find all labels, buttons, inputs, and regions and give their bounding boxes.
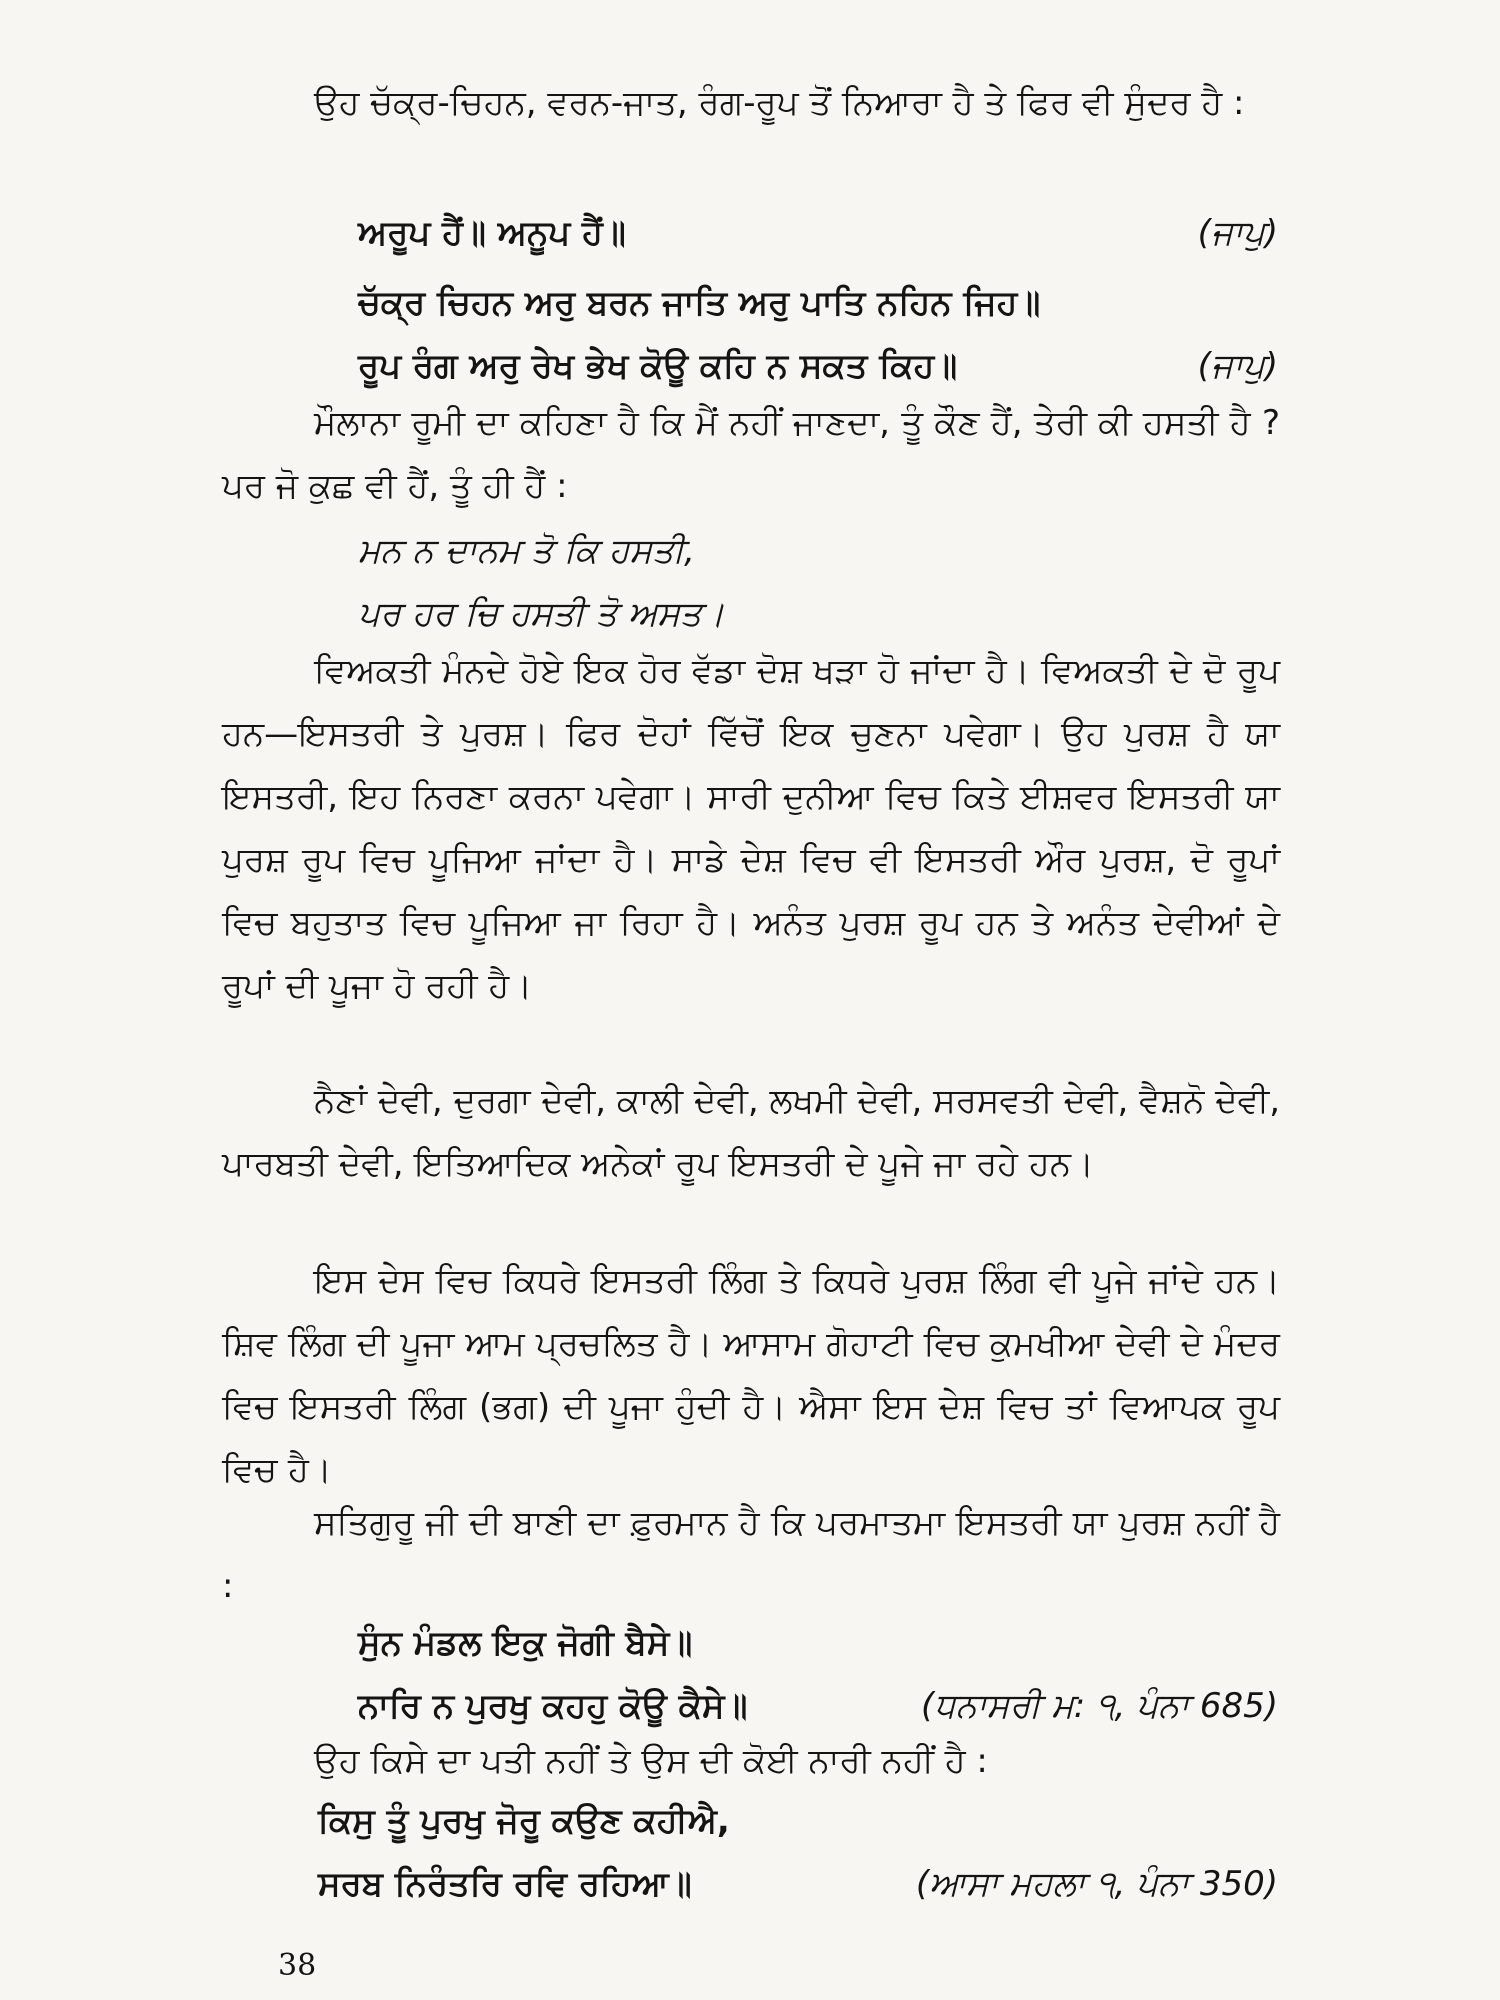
quote-jaap-1 — [358, 202, 1278, 265]
paragraph-rumi: ਮੌਲਾਨਾ ਰੂਮੀ ਦਾ ਕਹਿਣਾ ਹੈ ਕਿ ਮੈਂ ਨਹੀਂ ਜਾਣਦਾ, ਤੂੰ ਕੌਣ ਹੈਂ, ਤੇਰੀ ਕੀ ਹਸਤੀ ਹੈ ? ਪਰ ਜੋ ਕੁਛ ਵੀ ਹੈਂ, ਤੂੰ ਹੀ ਹੈਂ : — [222, 403, 1280, 506]
paragraph-husband: ਉਹ ਕਿਸੇ ਦਾ ਪਤੀ ਨਹੀਂ ਤੇ ਉਸ ਦੀ ਕੋਈ ਨਾਰੀ ਨਹੀਂ ਹੈ : — [314, 1741, 988, 1781]
citation: (ਆਸਾ ਮਹਲਾ ੧, ਪੰਨਾ 350) — [915, 1864, 1278, 1904]
paragraph-person: ਵਿਅਕਤੀ ਮੰਨਦੇ ਹੋਏ ਇਕ ਹੋਰ ਵੱਡਾ ਦੋਸ਼ ਖੜਾ ਹੋ ਜਾਂਦਾ ਹੈ। ਵਿਅਕਤੀ ਦੇ ਦੋ ਰੂਪ ਹਨ—ਇਸਤਰੀ ਤੇ ਪੁਰਸ਼। ਫਿਰ ਦੋਹਾਂ ਵਿੱਚੋਂ ਇਕ ਚੁਣਨਾ ਪਵੇਗਾ। ਉਹ ਪੁਰਸ਼ ਹੈ ਯਾ ਇਸਤਰੀ, ਇਹ ਨਿਰਣਾ ਕਰਨਾ ਪਵੇਗਾ। ਸਾਰੀ ਦੁਨੀਆ ਵਿਚ ਕਿਤੇ ਈਸ਼ਵਰ ਇਸਤਰੀ ਯਾ ਪੁਰਸ਼ ਰੂਪ ਵਿਚ ਪੂਜਿਆ ਜਾਂਦਾ ਹੈ। ਸਾਡੇ ਦੇਸ਼ ਵਿਚ ਵੀ ਇਸਤਰੀ ਔਰ ਪੁਰਸ਼, ਦੋ ਰੂਪਾਂ ਵਿਚ ਬਹੁਤਾਤ ਵਿਚ ਪੂਜਿਆ ਜਾ ਰਿਹਾ ਹੈ। ਅਨੰਤ ਪੁਰਸ਼ ਰੂਪ ਹਨ ਤੇ ਅਨੰਤ ਦੇਵੀਆਂ ਦੇ ਰੂਪਾਂ ਦੀ ਪੂਜਾ ਹੋ ਰਹੀ ਹੈ। — [222, 651, 1280, 1006]
paragraph-gurbani: ਸਤਿਗੁਰੂ ਜੀ ਦੀ ਬਾਣੀ ਦਾ ਫ਼ੁਰਮਾਨ ਹੈ ਕਿ ਪਰਮਾਤਮਾ ਇਸਤਰੀ ਯਾ ਪੁਰਸ਼ ਨਹੀਂ ਹੈ : — [222, 1503, 1280, 1606]
verse-line: ਅਰੂਪ ਹੈਂ॥ ਅਨੂਪ ਹੈਂ॥ — [358, 213, 626, 253]
page-number: 38 — [278, 1948, 317, 1983]
quote-asa — [318, 1790, 1278, 1916]
quote-dhanasari — [358, 1612, 1278, 1738]
quote-rumi — [358, 520, 1278, 646]
citation: (ਧਨਾਸਰੀ ਮ: ੧, ਪੰਨਾ 685) — [920, 1686, 1278, 1726]
paragraph-linga: ਇਸ ਦੇਸ ਵਿਚ ਕਿਧਰੇ ਇਸਤਰੀ ਲਿੰਗ ਤੇ ਕਿਧਰੇ ਪੁਰਸ਼ ਲਿੰਗ ਵੀ ਪੂਜੇ ਜਾਂਦੇ ਹਨ। ਸ਼ਿਵ ਲਿੰਗ ਦੀ ਪੂਜਾ ਆਮ ਪ੍ਰਚਲਿਤ ਹੈ। ਆਸਾਮ ਗੋਹਾਟੀ ਵਿਚ ਕੁਮਖੀਆ ਦੇਵੀ ਦੇ ਮੰਦਰ ਵਿਚ ਇਸਤਰੀ ਲਿੰਗ (ਭਗ) ਦੀ ਪੂਜਾ ਹੁੰਦੀ ਹੈ। ਐਸਾ ਇਸ ਦੇਸ਼ ਵਿਚ ਤਾਂ ਵਿਆਪਕ ਰੂਪ ਵਿਚ ਹੈ। — [222, 1261, 1280, 1490]
citation: (ਜਾਪੁ) — [1197, 213, 1278, 253]
verse-line: ਨਾਰਿ ਨ ਪੁਰਖੁ ਕਹਹੁ ਕੋਊ ਕੈਸੇ॥ — [358, 1686, 748, 1726]
paragraph-intro: ਉਹ ਚੱਕ੍ਰ-ਚਿਹਨ, ਵਰਨ-ਜਾਤ, ਰੰਗ-ਰੂਪ ਤੋਂ ਨਿਆਰਾ ਹੈ ਤੇ ਫਿਰ ਵੀ ਸੁੰਦਰ ਹੈ : — [314, 83, 1245, 123]
verse-line: ਰੂਪ ਰੰਗ ਅਰੁ ਰੇਖ ਭੇਖ ਕੋਊ ਕਹਿ ਨ ਸਕਤ ਕਿਹ॥ — [358, 346, 958, 386]
verse-line: ਸੁੰਨ ਮੰਡਲ ਇਕੁ ਜੋਗੀ ਬੈਸੇ॥ — [358, 1623, 693, 1663]
citation: (ਜਾਪੁ) — [1197, 346, 1278, 386]
quote-jaap-2 — [358, 272, 1278, 398]
verse-line: ਕਿਸੁ ਤੂੰ ਪੁਰਖੁ ਜੋਰੂ ਕਉਣ ਕਹੀਐ, — [318, 1801, 730, 1841]
verse-line: ਚੱਕ੍ਰ ਚਿਹਨ ਅਰੁ ਬਰਨ ਜਾਤਿ ਅਰੁ ਪਾਤਿ ਨਹਿਨ ਜਿਹ॥ — [358, 283, 1041, 323]
verse-line: ਪਰ ਹਰ ਚਿ ਹਸਤੀ ਤੋ ਅਸਤ। — [358, 594, 725, 634]
verse-line: ਸਰਬ ਨਿਰੰਤਰਿ ਰਵਿ ਰਹਿਆ॥ — [318, 1864, 692, 1904]
verse-line: ਮਨ ਨ ਦਾਨਮ ਤੋ ਕਿ ਹਸਤੀ, — [358, 531, 695, 571]
paragraph-goddesses: ਨੈਣਾਂ ਦੇਵੀ, ਦੁਰਗਾ ਦੇਵੀ, ਕਾਲੀ ਦੇਵੀ, ਲਖਮੀ ਦੇਵੀ, ਸਰਸਵਤੀ ਦੇਵੀ, ਵੈਸ਼ਨੋ ਦੇਵੀ, ਪਾਰਬਤੀ ਦੇਵੀ, ਇਤਿਆਦਿਕ ਅਨੇਕਾਂ ਰੂਪ ਇਸਤਰੀ ਦੇ ਪੂਜੇ ਜਾ ਰਹੇ ਹਨ। — [222, 1081, 1280, 1184]
